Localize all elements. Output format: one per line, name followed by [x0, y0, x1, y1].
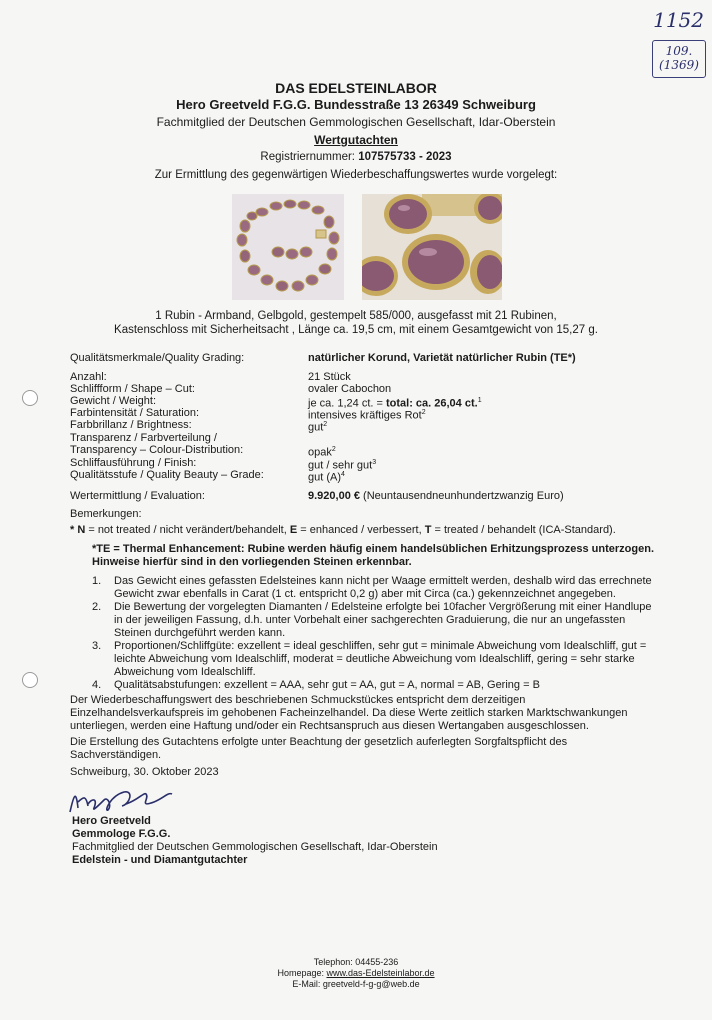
footnote-ref: 1 [477, 397, 482, 404]
grading-label: Farbintensität / Saturation: [70, 407, 200, 419]
note-number: 4. [92, 679, 102, 691]
footnote-ref: 2 [421, 409, 426, 416]
finish-value: gut / sehr gut [308, 459, 373, 472]
document-title-text: Wertgutachten [314, 133, 398, 147]
signatory-title: Gemmologe F.G.G. [72, 828, 171, 840]
grading-header-label: Qualitätsmerkmale/Quality Grading: [70, 352, 245, 364]
footnote-ref: 2 [323, 421, 328, 428]
evaluation-amount: 9.920,00 € [308, 490, 360, 502]
note-2-line: Steinen durchgeführt werden kann. [114, 627, 286, 639]
lab-address: Hero Greetveld F.G.G. Bundesstraße 13 26349 Schweiburg [176, 97, 536, 112]
grading-label: Farbbrillanz / Brightness: [70, 419, 192, 431]
signatory-role: Edelstein - und Diamantgutachter [72, 854, 248, 866]
footnote-ref: 4 [341, 471, 345, 478]
grading-header-value: natürlicher Korund, Varietät natürlicher Rubin (TE*) [308, 352, 576, 364]
grading-value: ovaler Cabochon [308, 383, 392, 395]
footer-phone: Telephon: 04455-236 [313, 957, 399, 967]
treatment-legend [70, 524, 616, 536]
handwritten-box [652, 40, 706, 78]
grading-label: Schliffform / Shape – Cut: [70, 383, 195, 395]
grading-label: Transparency – Colour-Distribution: [70, 444, 244, 456]
weight-total: total: ca. 26,04 ct. [385, 397, 478, 410]
description-line1: 1 Rubin - Armband, Gelbgold, gestempelt 585/000, ausgefasst mit 21 Rubinen, [155, 310, 557, 322]
legend-t-text: = treated / behandelt (ICA-Standard). [431, 524, 616, 536]
evaluation-value [308, 490, 564, 502]
legend-n: * N [70, 524, 86, 536]
saturation-value: intensives kräftiges Rot [308, 409, 422, 422]
place-date: Schweiburg, 30. Oktober 2023 [70, 766, 219, 778]
te-note-line1: *TE = Thermal Enhancement: Rubine werden häufig einem handelsüblichen Erhitzungsprozess unterzogen. [92, 543, 655, 555]
footnote-ref: 2 [331, 446, 336, 453]
note-number: 3. [92, 640, 102, 652]
homepage-link[interactable]: www.das-Edelsteinlabor.de [326, 968, 435, 978]
lab-membership: Fachmitglied der Deutschen Gemmologischen Gesellschaft, Idar-Oberstein [156, 115, 556, 129]
grading-label: Anzahl: [70, 371, 107, 383]
note-1-line: Gewicht zwar ebenfalls in Carat (1 ct. entspricht 0,2 g) aber mit Circa (ca.) gekennzeichnet angegeben. [114, 588, 616, 600]
registration-line [0, 151, 712, 163]
closing-p1-line: Einzelhandelsverkaufspreis im gehobenen Facheinzelhandel. Da diese Werte zeitlich starken Marktschwankungen [70, 707, 628, 719]
handwritten-number: 1152 [653, 8, 704, 32]
closing-p1-line: Der Wiederbeschaffungswert des beschriebenen Schmuckstückes entspricht dem derzeitigen [70, 694, 526, 706]
bracelet-photo [232, 194, 344, 300]
weight-per-stone: je ca. 1,24 ct. = [308, 397, 386, 410]
grading-label: Qualitätsstufe / Quality Beauty – Grade: [70, 469, 264, 481]
brightness-value: gut [308, 421, 324, 434]
note-2-line: Die Bewertung der vorgelegten Diamanten / Edelsteine erfolgte bei 10facher Vergrößerung mit einer Handlupe [114, 601, 652, 613]
note-3-line: Proportionen/Schliffgüte: exzellent = ideal geschliffen, sehr gut = minimale Abweichung vom Idealschliff, gut = [114, 640, 647, 652]
closeup-photo [362, 194, 502, 300]
grading-value [308, 419, 327, 434]
evaluation-label: Wertermittlung / Evaluation: [70, 490, 205, 502]
signatory-membership: Fachmitglied der Deutschen Gemmologischen Gesellschaft, Idar-Oberstein [72, 841, 438, 853]
punch-hole-top [22, 390, 38, 406]
grade-value: gut (A) [308, 471, 342, 484]
legend-e: E [289, 524, 298, 536]
grading-value: 21 Stück [308, 371, 351, 383]
legend-n-text: = not treated / nicht verändert/behandelt, [85, 524, 290, 536]
homepage-label: Homepage: [277, 968, 327, 978]
note-4-line: Qualitätsabstufungen: exzellent = AAA, sehr gut = AA, gut = A, normal = AB, Gering = B [114, 679, 540, 691]
registration-label: Registriernummer: [260, 151, 355, 163]
description-line2: Kastenschloss mit Sicherheitsacht , Länge ca. 19,5 cm, mit einem Gesamtgewicht von 15,27 g. [114, 324, 598, 336]
te-note-line2: Hinweise hierfür sind in den vorliegenden Steinen erkennbar. [92, 556, 412, 568]
footer-homepage [0, 968, 712, 978]
closing-p1-line: unterliegen, werden eine Haftung und/oder ein Rechtsanspruch aus diesen Wertangaben ausgeschlossen. [70, 720, 589, 732]
transparency-value: opak [308, 446, 332, 459]
handwritten-box-line1: 109. [665, 44, 693, 58]
remarks-label: Bemerkungen: [70, 508, 142, 520]
signatory-name: Hero Greetveld [72, 815, 151, 827]
bracelet-clasp [316, 230, 326, 238]
grading-label: Gewicht / Weight: [70, 395, 156, 407]
intro-text: Zur Ermittlung des gegenwärtigen Wiederbeschaffungswertes wurde vorgelegt: [154, 169, 558, 181]
evaluation-words: (Neuntausendneunhundertzwanzig Euro) [360, 490, 564, 502]
legend-t: T [424, 524, 432, 536]
punch-hole-bottom [22, 672, 38, 688]
grading-label: Transparenz / Farbverteilung / [70, 432, 217, 444]
footer-email: E-Mail: greetveld-f-g-g@web.de [292, 979, 420, 989]
note-1-line: Das Gewicht eines gefassten Edelsteines kann nicht per Waage ermittelt werden, deshalb wird das errechnete [114, 575, 652, 587]
handwritten-box-line2: (1369) [659, 58, 699, 72]
note-2-line: in der jeweiligen Fassung, d.h. unter Vorbehalt einer sachgerechten Graduierung, die nur an ungefassten [114, 614, 626, 626]
note-3-line: Abweichung vom Idealschliff. [114, 666, 256, 678]
closing-p2-line: Die Erstellung des Gutachtens erfolgte unter Beachtung der gesetzlich auferlegten Sorgfaltspflicht des [70, 736, 568, 748]
lab-name: DAS EDELSTEINLABOR [275, 80, 437, 96]
note-number: 1. [92, 575, 102, 587]
registration-number: 107575733 - 2023 [358, 151, 452, 163]
grading-value [308, 469, 345, 484]
footnote-ref: 3 [372, 459, 377, 466]
grading-label: Schliffausführung / Finish: [70, 457, 197, 469]
note-number: 2. [92, 601, 102, 613]
document-title [0, 133, 712, 147]
note-3-line: leichte Abweichung vom Idealschliff, moderat = deutliche Abweichung vom Idealschliff, gering = sehr starke [114, 653, 635, 665]
legend-e-text: = enhanced / verbessert, [297, 524, 425, 536]
closing-p2-line: Sachverständigen. [70, 749, 162, 761]
